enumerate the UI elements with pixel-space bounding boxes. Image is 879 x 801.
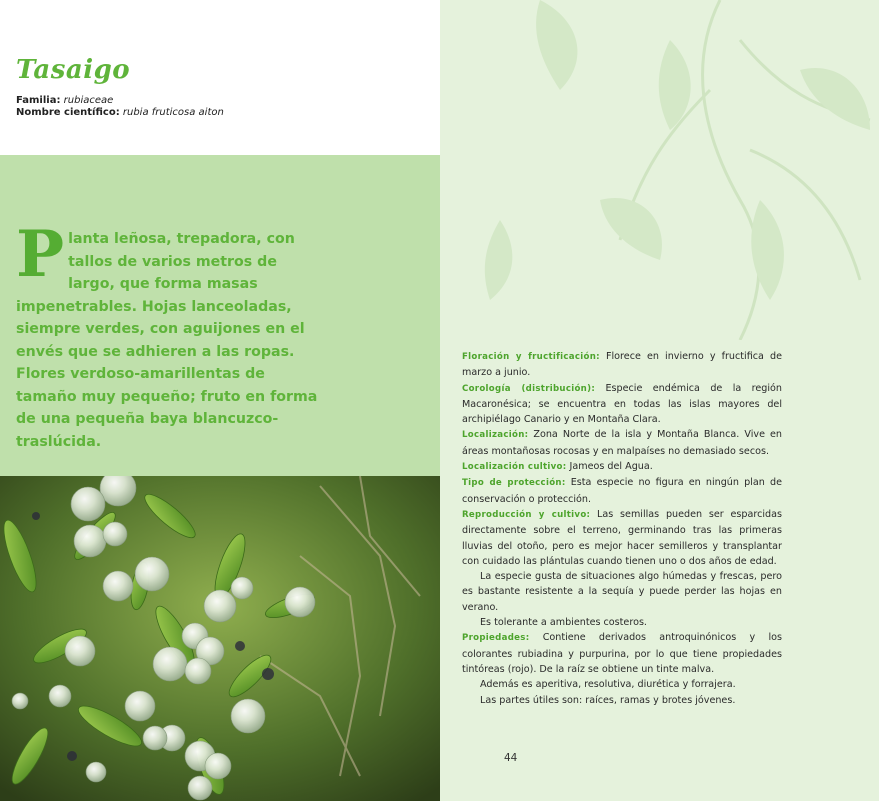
intro-paragraph [16,217,326,453]
section-heading: Propiedades: [462,633,530,644]
paragraph-humedad: La especie gusta de situaciones algo húmedas y frescas, pero es bastante resistente a la sequía y puede perder las hojas en verano. [462,571,782,613]
page-number: 44 [504,752,518,764]
section-reproduccion [462,507,782,569]
paragraph-costeros: Es tolerante a ambientes costeros. [480,617,647,629]
section-heading: Reproducción y cultivo: [462,509,591,520]
scientific-name-line [16,106,224,119]
species-title: Tasaigo [16,55,131,85]
section-localizacion [462,427,782,459]
section-text: Florece en invierno y fructifica de marzo a junio. [462,351,782,379]
section-text: Esta especie no figura en ningún plan de conservación o protección. [462,477,782,505]
section-heading: Floración y fructificación: [462,352,600,362]
intro-text: lanta leñosa, trepadora, con tallos de varios metros de largo, que forma masas impenetrables. Hojas lanceoladas, siempre verdes, con aguijones en el envés que se adhieren a las ropas. Flores verdoso-amarillentas de tamaño muy pequeño; fruto en forma de una pequeña baya blancuzco-traslúcida. [16,231,318,450]
section-text: Especie endémica de la región Macaronésica; se encuentra en todas las islas mayores del archipiélago Canario y en Montaña Clara. [462,382,782,426]
drop-cap: P [16,217,65,292]
scientific-name-label: Nombre científico: [16,107,120,118]
berries-photo-illustration [0,476,440,801]
section-proteccion [462,475,782,507]
section-text: Jameos del Agua. [569,461,653,473]
section-heading: Corología (distribución): [462,383,596,394]
right-page [440,0,879,801]
species-header [0,0,440,155]
section-corologia [462,381,782,428]
section-propiedades [462,630,782,677]
paragraph-aperitiva: Además es aperitiva, resolutiva, diurética y forrajera. [480,679,736,691]
familia-label: Familia: [16,95,61,106]
plant-photo [0,476,440,801]
intro-panel [0,155,440,476]
section-localizacion-cultivo [462,459,782,475]
species-details [462,349,782,708]
familia-value: rubiaceae [63,95,114,106]
section-text: Las semillas pueden ser esparcidas directamente sobre el terreno, germinando tras las primeras lluvias del otoño, pero es mejor hacer semilleros y transplantar con cuidado las plántulas cuando tienen uno o dos años de edad. [462,508,782,567]
section-heading: Tipo de protección: [462,478,566,489]
section-heading: Localización cultivo: [462,462,567,473]
section-text: Contiene derivados antroquinónicos y los colorantes rubiadina y purpurina, por lo que tiene propiedades tintóreas (rojo). De la raíz se obtiene un tinte malva. [462,632,782,675]
botanical-watermark [440,0,879,340]
section-text: Zona Norte de la isla y Montaña Blanca. Vive en áreas montañosas rocosas y en malpaíses no demasiado secos. [462,429,782,457]
scientific-name-value: rubia fruticosa aiton [122,107,224,118]
section-floracion [462,349,782,381]
section-heading: Localización: [462,430,529,441]
paragraph-partes-utiles: Las partes útiles son: raíces, ramas y brotes jóvenes. [480,694,736,706]
